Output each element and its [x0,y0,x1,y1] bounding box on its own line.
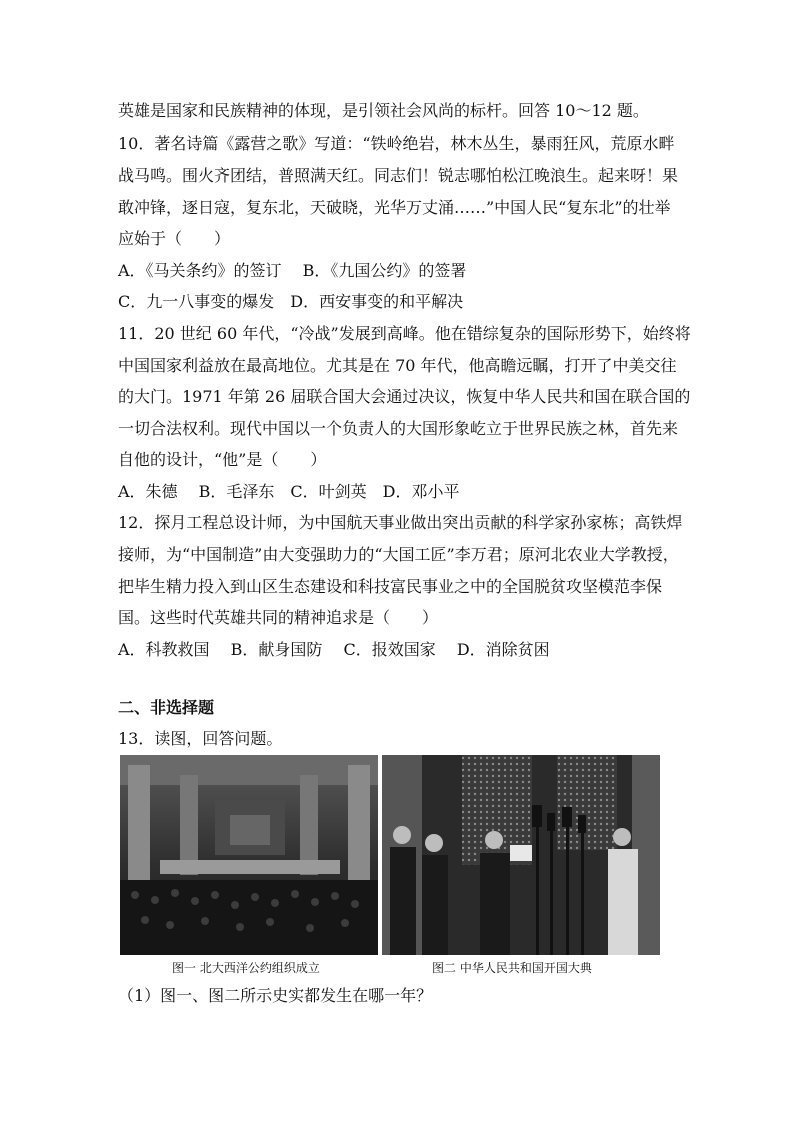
figure-2-image [382,755,660,955]
q11-line-5: 自他的设计，“他”是（ ） [118,450,327,469]
q10-line-3: 敢冲锋，逐日寇，复东北，天破晓，光华万丈涌……”中国人民“复东北”的壮举 [118,198,671,217]
q11-line-3: 的大门。1971 年第 26 届联合国大会通过决议，恢复中华人民共和国在联合国的 [118,387,691,406]
q12-line-2: 接师，为“中国制造”由大变强助力的“大国工匠”李万君；原河北农业大学教授， [118,545,679,564]
figure-1-caption: 图一 北大西洋公约组织成立 [172,961,320,975]
q13-subquestion-1: （1）图一、图二所示史实都发生在哪一年？ [118,986,433,1005]
q11-options: A．朱德 B．毛泽东 C．叶剑英 D．邓小平 [118,482,460,501]
q12-line-4: 国。这些时代英雄共同的精神追求是（ ） [118,608,439,627]
figure-2-caption: 图二 中华人民共和国开国大典 [432,961,592,975]
q12-line-1: 12．探月工程总设计师，为中国航天事业做出突出贡献的科学家孙家栋；高铁焊 [118,513,683,532]
q11-line-1: 11．20 世纪 60 年代，“冷战”发展到高峰。他在错综复杂的国际形势下，始终将 [118,324,691,343]
q10-line-1: 10．著名诗篇《露营之歌》写道：“铁岭绝岩，林木丛生，暴雨狂风，荒原水畔 [118,134,675,153]
figure-1-photo [120,755,378,955]
q13-prompt: 13．读图，回答问题。 [118,729,283,748]
intro-line: 英雄是国家和民族精神的体现，是引领社会风尚的标杆。回答 10～12 题。 [118,101,649,120]
figure-1-image [120,755,378,955]
q10-line-4: 应始于（ ） [118,229,231,248]
q12-options: A．科教救国 B．献身国防 C．报效国家 D．消除贫困 [118,640,550,659]
q10-line-2: 战马鸣。围火齐团结，普照满天红。同志们！锐志哪怕松江晚浪生。起来呀！果 [118,166,679,185]
section-title: 二、非选择题 [118,698,215,717]
q11-line-4: 一切合法权利。现代中国以一个负责人的大国形象屹立于世界民族之林，首先来 [118,419,679,438]
q10-options-1: A．《马关条约》的签订 B．《九国公约》的签署 [118,261,467,280]
q12-line-3: 把毕生精力投入到山区生态建设和科技富民事业之中的全国脱贫攻坚模范李保 [118,577,663,596]
q10-options-2: C．九一八事变的爆发 D．西安事变的和平解决 [118,292,464,311]
figure-2-photo [382,755,660,955]
q11-line-2: 中国国家利益放在最高地位。尤其是在 70 年代，他高瞻远瞩，打开了中美交往 [118,356,677,375]
